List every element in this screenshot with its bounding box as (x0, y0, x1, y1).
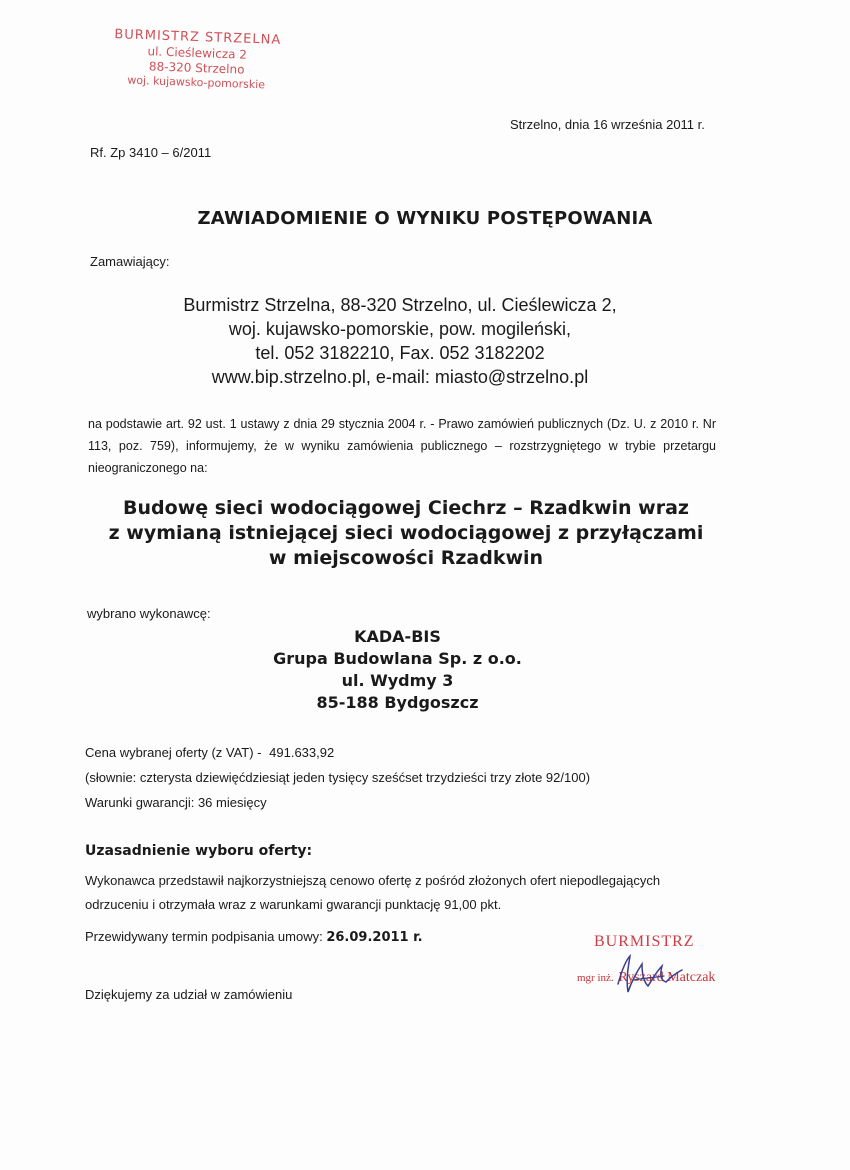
signing-date-line (85, 929, 423, 945)
reference-number: Rf. Zp 3410 – 6/2011 (90, 145, 212, 160)
offer-price-label: Cena wybranej oferty (z VAT) - (85, 745, 262, 760)
orderer-line-1: Burmistrz Strzelna, 88-320 Strzelno, ul. Cieślewicza 2, (183, 295, 617, 315)
legal-basis-paragraph: na podstawie art. 92 ust. 1 ustawy z dnia 29 stycznia 2004 r. - Prawo zamówień publicznych (Dz. U. z 2010 r. Nr 113, poz. 759), informujemy, że w wyniku zamówienia publicznego – rozstrzygniętego w trybie przetargu nieograniczonego na: (88, 417, 716, 475)
orderer-line-4: www.bip.strzelno.pl, e-mail: miasto@strzelno.pl (211, 367, 589, 387)
orderer-label: Zamawiający: (90, 254, 170, 269)
contractor-city: 85-188 Bydgoszcz (316, 693, 479, 712)
justification-text: Wykonawca przedstawił najkorzystniejszą cenowo ofertę z pośród złożonych ofert niepodlegających odrzuceniu i otrzymała wraz z warunkami gwarancji punktację 91,00 pkt. (85, 873, 661, 912)
document-title: ZAWIADOMIENIE O WYNIKU POSTĘPOWANIA (197, 208, 653, 229)
justification-heading: Uzasadnienie wyboru oferty: (85, 843, 313, 859)
contractor-name: KADA-BIS (354, 627, 441, 646)
offer-price-words: (słownie: czterysta dziewięćdziesiąt jeden tysięcy sześćset trzydzieści trzy złote 92/100) (85, 770, 591, 785)
contractor-details (0, 626, 795, 714)
orderer-line-2: woj. kujawsko-pomorskie, pow. mogileński, (228, 319, 572, 339)
signing-label: Przewidywany termin podpisania umowy: (85, 929, 323, 944)
signing-date: 26.09.2011 r. (326, 930, 423, 945)
document-date: Strzelno, dnia 16 września 2011 r. (510, 117, 705, 132)
subject-line-1: Budowę sieci wodociągowej Ciechrz – Rzadkwin wraz (123, 497, 689, 519)
subject-line-3: w miejscowości Rzadkwin (268, 547, 544, 569)
offer-warranty: Warunki gwarancji: 36 miesięcy (85, 795, 267, 810)
offer-price-value: 491.633,92 (269, 745, 335, 760)
contractor-company: Grupa Budowlana Sp. z o.o. (273, 649, 522, 668)
closing-text: Dziękujemy za udział w zamówieniu (85, 987, 293, 1002)
contractor-label: wybrano wykonawcę: (87, 606, 211, 621)
handwritten-signature (612, 950, 692, 1000)
signature-stamp-person: Ryszard Matczak (618, 970, 716, 985)
stamp-line-2: ul. Cieślewicza 2 (147, 44, 248, 62)
office-stamp (103, 27, 291, 92)
contractor-street: ul. Wydmy 3 (341, 671, 454, 690)
offer-details (85, 740, 590, 815)
procurement-subject (0, 496, 812, 571)
stamp-line-3: 88-320 Strzelno (148, 59, 245, 77)
signature-stamp-prefix: mgr inż. (577, 972, 614, 984)
orderer-line-3: tel. 052 3182210, Fax. 052 3182202 (255, 343, 545, 363)
signature-stamp-title: BURMISTRZ (594, 933, 695, 950)
stamp-line-4: woj. kujawsko-pomorskie (127, 73, 266, 92)
stamp-line-1: BURMISTRZ STRZELNA (114, 27, 282, 48)
offer-price-line (85, 740, 590, 765)
subject-line-2: z wymianą istniejącej sieci wodociągowej z przyłączami (108, 522, 704, 544)
orderer-details (0, 293, 800, 389)
